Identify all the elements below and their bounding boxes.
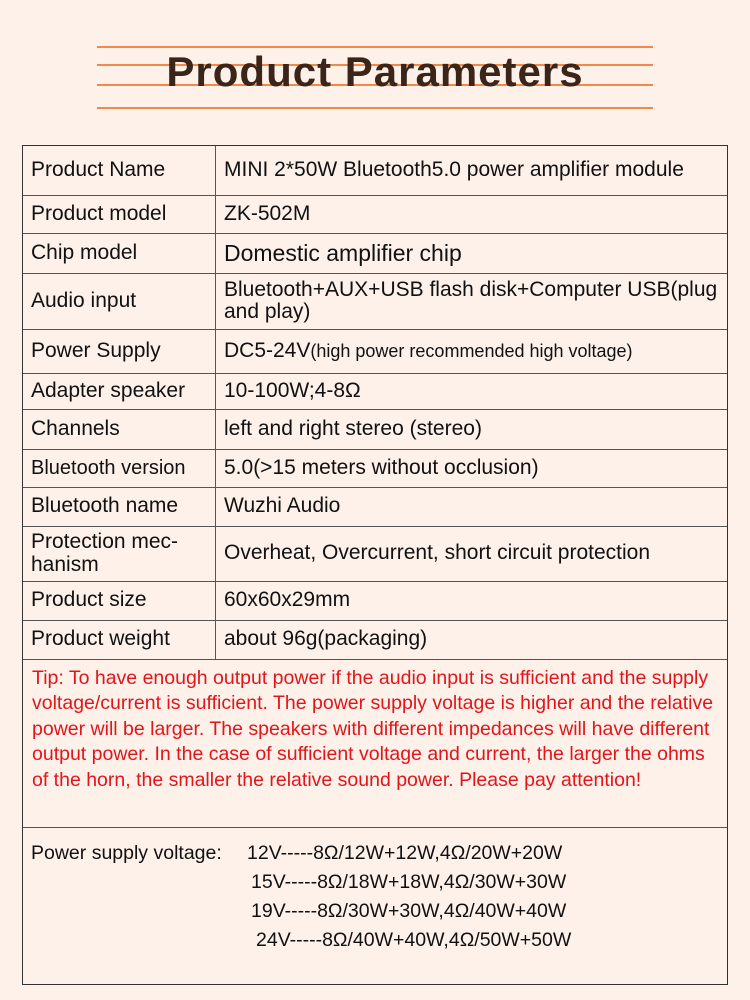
table-row	[23, 487, 727, 526]
table-row	[23, 526, 727, 581]
page-title: Product Parameters	[166, 48, 584, 95]
voltage-line: 19V-----8Ω/30W+30W,4Ω/40W+40W	[251, 899, 567, 922]
table-row	[23, 409, 727, 449]
param-label: Chip model	[23, 233, 216, 273]
table-row	[23, 273, 727, 329]
table-row	[23, 449, 727, 487]
param-value	[216, 329, 728, 373]
voltage-line: 15V-----8Ω/18W+18W,4Ω/30W+30W	[251, 870, 567, 893]
param-value: Wuzhi Audio	[216, 487, 728, 526]
table-row	[23, 233, 727, 273]
parameters-table	[23, 146, 727, 660]
param-value: Domestic amplifier chip	[216, 233, 728, 273]
param-value: ZK-502M	[216, 195, 728, 233]
table-row	[23, 146, 727, 195]
param-value: 10-100W;4-8Ω	[216, 373, 728, 409]
param-value: MINI 2*50W Bluetooth5.0 power amplifier module	[216, 146, 728, 195]
param-label: Protection mec-hanism	[23, 526, 216, 581]
param-label: Bluetooth version	[23, 449, 216, 487]
param-value-main: DC5-24V	[224, 338, 311, 362]
param-value: 5.0(>15 meters without occlusion)	[216, 449, 728, 487]
voltage-section	[23, 828, 727, 978]
page-header	[0, 0, 750, 130]
table-row	[23, 373, 727, 409]
param-value: 60x60x29mm	[216, 581, 728, 620]
voltage-line: 12V-----8Ω/12W+12W,4Ω/20W+20W	[247, 841, 563, 864]
table-row	[23, 581, 727, 620]
voltage-line: 24V-----8Ω/40W+40W,4Ω/50W+50W	[256, 928, 572, 951]
param-label: Product model	[23, 195, 216, 233]
param-value-note: (high power recommended high voltage)	[310, 340, 633, 361]
table-row	[23, 329, 727, 373]
param-value: about 96g(packaging)	[216, 620, 728, 659]
param-label: Product weight	[23, 620, 216, 659]
param-label: Bluetooth name	[23, 487, 216, 526]
param-label: Adapter speaker	[23, 373, 216, 409]
param-label: Product Name	[23, 146, 216, 195]
param-label: Product size	[23, 581, 216, 620]
decorative-line	[97, 107, 653, 109]
voltage-label: Power supply voltage:	[31, 841, 222, 864]
table-row	[23, 620, 727, 659]
param-label: Power Supply	[23, 329, 216, 373]
parameters-panel	[22, 145, 728, 985]
param-value: left and right stereo (stereo)	[216, 409, 728, 449]
param-value: Overheat, Overcurrent, short circuit protection	[216, 526, 728, 581]
param-value: Bluetooth+AUX+USB flash disk+Computer USB(plug and play)	[216, 273, 728, 329]
param-label: Channels	[23, 409, 216, 449]
tip-note: Tip: To have enough output power if the audio input is sufficient and the supply voltage/current is sufficient. The power supply voltage is higher and the relative power will be larger. The speakers with different impedances will have different output power. In the case of sufficient voltage and current, the larger the ohms of the horn, the smaller the relative sound power. Please pay attention!	[23, 660, 727, 828]
param-label: Audio input	[23, 273, 216, 329]
table-row	[23, 195, 727, 233]
